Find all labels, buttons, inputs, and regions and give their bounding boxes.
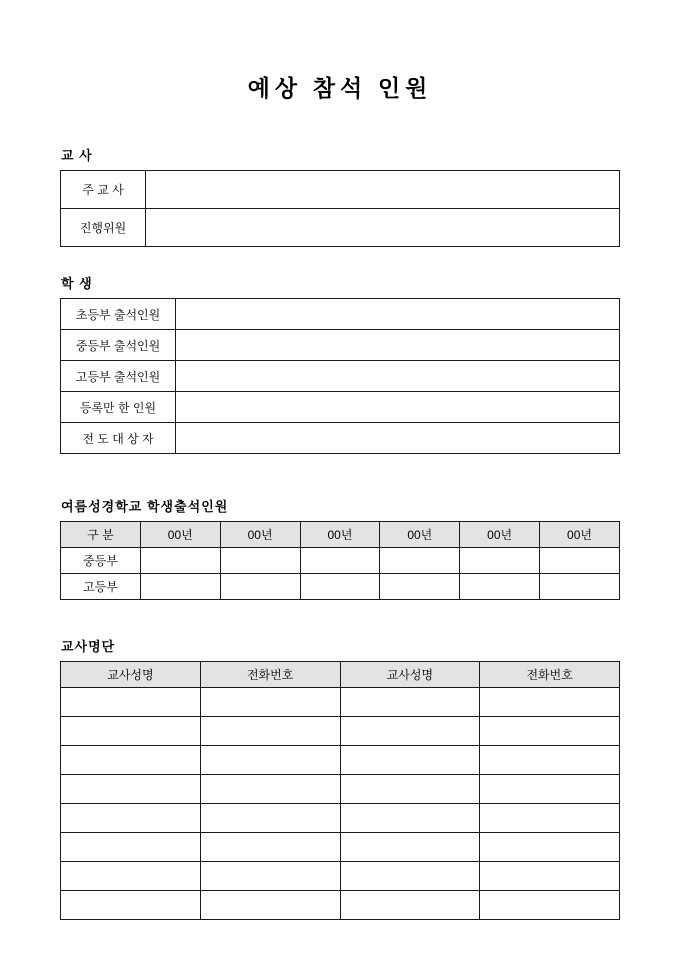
section-heading-roster: 교사명단 (61, 639, 116, 654)
column-header: 00년 (380, 522, 460, 548)
table-row (61, 891, 620, 920)
input-cell[interactable] (176, 392, 620, 423)
input-cell[interactable] (220, 548, 300, 574)
input-cell[interactable] (61, 688, 201, 717)
row-label: 고등부 출석인원 (61, 361, 176, 392)
input-cell[interactable] (540, 574, 620, 600)
column-header: 00년 (540, 522, 620, 548)
input-cell[interactable] (146, 171, 620, 209)
column-header: 구 분 (61, 522, 141, 548)
table-row (61, 171, 620, 209)
teacher-table (60, 170, 620, 247)
input-cell[interactable] (200, 688, 340, 717)
table-row (61, 392, 620, 423)
input-cell[interactable] (340, 804, 480, 833)
student-table (60, 298, 620, 454)
input-cell[interactable] (61, 775, 201, 804)
section-heading-summer: 여름성경학교 학생출석인원 (61, 499, 229, 514)
input-cell[interactable] (480, 862, 620, 891)
input-cell[interactable] (540, 548, 620, 574)
document-title: 예상 참석 인원 (247, 76, 433, 101)
row-label: 전 도 대 상 자 (61, 423, 176, 454)
input-cell[interactable] (480, 833, 620, 862)
input-cell[interactable] (480, 746, 620, 775)
input-cell[interactable] (300, 548, 380, 574)
table-row (61, 775, 620, 804)
input-cell[interactable] (61, 746, 201, 775)
input-cell[interactable] (176, 299, 620, 330)
column-header: 전화번호 (200, 662, 340, 688)
input-cell[interactable] (300, 574, 380, 600)
input-cell[interactable] (340, 746, 480, 775)
column-header: 00년 (460, 522, 540, 548)
row-label: 고등부 (61, 574, 141, 600)
input-cell[interactable] (200, 804, 340, 833)
input-cell[interactable] (480, 891, 620, 920)
input-cell[interactable] (480, 717, 620, 746)
input-cell[interactable] (200, 746, 340, 775)
column-header: 00년 (140, 522, 220, 548)
table-row (61, 717, 620, 746)
input-cell[interactable] (460, 574, 540, 600)
input-cell[interactable] (460, 548, 540, 574)
teacher-roster-table (60, 661, 620, 920)
table-row (61, 688, 620, 717)
row-label: 등록만 한 인원 (61, 392, 176, 423)
section-heading-student: 학 생 (61, 276, 93, 291)
input-cell[interactable] (480, 688, 620, 717)
section-teacher (60, 145, 620, 247)
input-cell[interactable] (200, 862, 340, 891)
input-cell[interactable] (480, 804, 620, 833)
input-cell[interactable] (176, 423, 620, 454)
column-header: 전화번호 (480, 662, 620, 688)
column-header: 교사성명 (61, 662, 201, 688)
input-cell[interactable] (146, 209, 620, 247)
input-cell[interactable] (340, 833, 480, 862)
row-label: 초등부 출석인원 (61, 299, 176, 330)
table-row (61, 209, 620, 247)
input-cell[interactable] (140, 548, 220, 574)
section-summer (60, 496, 620, 600)
table-row (61, 299, 620, 330)
input-cell[interactable] (340, 775, 480, 804)
column-header: 교사성명 (340, 662, 480, 688)
table-header-row (61, 522, 620, 548)
input-cell[interactable] (200, 891, 340, 920)
table-row (61, 746, 620, 775)
table-row (61, 804, 620, 833)
row-label: 중등부 출석인원 (61, 330, 176, 361)
row-label: 진행위원 (61, 209, 146, 247)
input-cell[interactable] (140, 574, 220, 600)
row-label: 주 교 사 (61, 171, 146, 209)
input-cell[interactable] (61, 717, 201, 746)
table-row (61, 361, 620, 392)
table-row (61, 833, 620, 862)
table-row (61, 423, 620, 454)
input-cell[interactable] (61, 862, 201, 891)
table-row (61, 574, 620, 600)
input-cell[interactable] (220, 574, 300, 600)
input-cell[interactable] (480, 775, 620, 804)
input-cell[interactable] (176, 361, 620, 392)
input-cell[interactable] (340, 891, 480, 920)
input-cell[interactable] (61, 804, 201, 833)
section-heading-teacher: 교 사 (61, 148, 93, 163)
input-cell[interactable] (61, 891, 201, 920)
input-cell[interactable] (340, 717, 480, 746)
input-cell[interactable] (176, 330, 620, 361)
column-header: 00년 (300, 522, 380, 548)
input-cell[interactable] (200, 833, 340, 862)
input-cell[interactable] (380, 548, 460, 574)
table-row (61, 330, 620, 361)
summer-attendance-table (60, 521, 620, 600)
input-cell[interactable] (340, 688, 480, 717)
section-roster (60, 636, 620, 920)
input-cell[interactable] (340, 862, 480, 891)
table-header-row (61, 662, 620, 688)
column-header: 00년 (220, 522, 300, 548)
section-student (60, 273, 620, 454)
input-cell[interactable] (200, 775, 340, 804)
table-row (61, 548, 620, 574)
input-cell[interactable] (61, 833, 201, 862)
table-row (61, 862, 620, 891)
row-label: 중등부 (61, 548, 141, 574)
input-cell[interactable] (380, 574, 460, 600)
input-cell[interactable] (200, 717, 340, 746)
